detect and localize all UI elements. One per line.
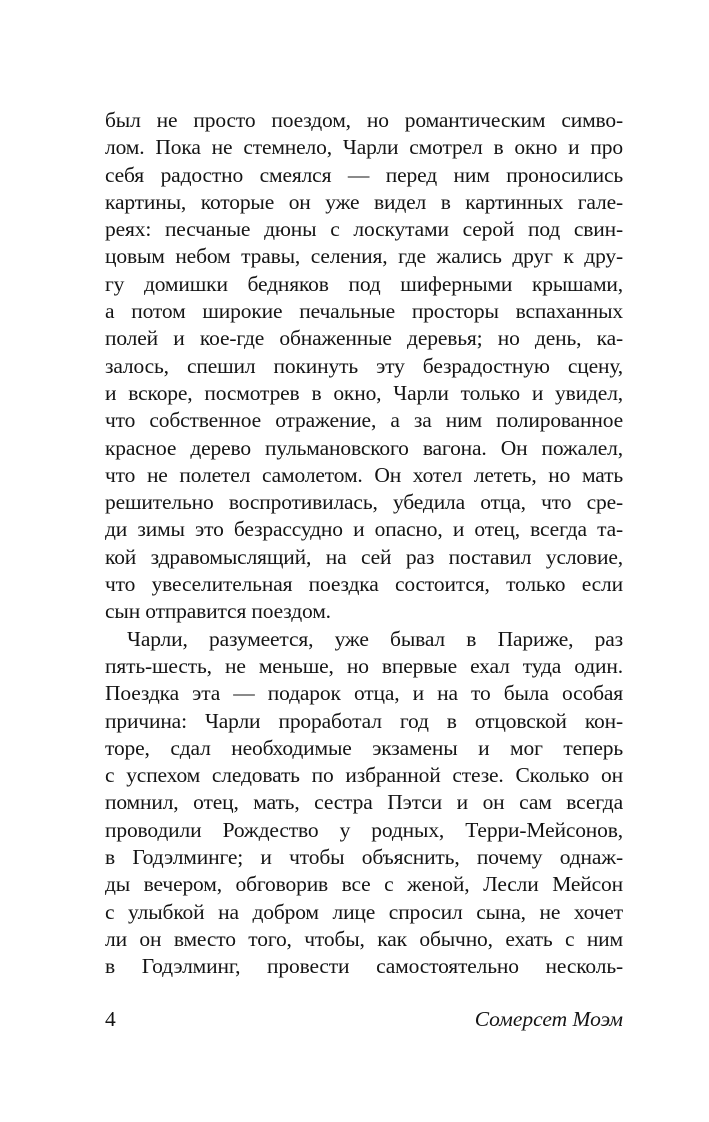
text-line: проводили Рождество у родных, Терри-Мейсонов, bbox=[105, 817, 623, 842]
text-line: а потом широкие печальные просторы вспаханных bbox=[105, 299, 623, 324]
text-line: решительно воспротивилась, убедила отца, что сре- bbox=[105, 490, 623, 515]
text-line: себя радостно смеялся — перед ним проносились bbox=[105, 162, 623, 187]
text-line: Поездка эта — подарок отца, и на то была особая bbox=[105, 681, 623, 706]
text-line: сын отправится поездом. bbox=[105, 599, 331, 624]
page-footer bbox=[105, 1004, 623, 1034]
body-text bbox=[105, 107, 623, 981]
text-line: торе, сдал необходимые экзамены и мог теперь bbox=[105, 735, 623, 760]
text-line: полей и кое-где обнаженные деревья; но день, ка- bbox=[105, 326, 623, 351]
text-line: пять-шесть, не меньше, но впервые ехал туда один. bbox=[105, 653, 623, 678]
text-line: ли он вместо того, чтобы, как обычно, ехать с ним bbox=[105, 926, 623, 951]
text-line: красное дерево пульмановского вагона. Он пожалел, bbox=[105, 435, 623, 460]
text-line: в Годэлминг, провести самостоятельно несколь- bbox=[105, 954, 623, 979]
paragraph-1 bbox=[105, 107, 623, 626]
running-head-author: Сомерсет Моэм bbox=[474, 1007, 623, 1031]
text-line: ди зимы это безрассудно и опасно, и отец, всегда та- bbox=[105, 517, 623, 542]
text-line: с успехом следовать по избранной стезе. Сколько он bbox=[105, 763, 623, 788]
text-line: Чарли, разумеется, уже бывал в Париже, раз bbox=[127, 626, 623, 651]
text-line: гу домишки бедняков под шиферными крышами, bbox=[105, 271, 623, 296]
text-line: картины, которые он уже видел в картинных гале- bbox=[105, 189, 623, 214]
text-line: ды вечером, обговорив все с женой, Лесли Мейсон bbox=[105, 872, 623, 897]
text-line: в Годэлминге; и чтобы объяснить, почему однаж- bbox=[105, 845, 623, 870]
text-line: помнил, отец, мать, сестра Пэтси и он сам всегда bbox=[105, 790, 623, 815]
text-line: цовым небом травы, селения, где жались друг к дру- bbox=[105, 244, 623, 269]
text-line: залось, спешил покинуть эту безрадостную сцену, bbox=[105, 353, 623, 378]
text-line: был не просто поездом, но романтическим симво- bbox=[105, 108, 623, 132]
text-line: реях: песчаные дюны с лоскутами серой под свин- bbox=[105, 217, 623, 242]
paragraph-2 bbox=[105, 626, 623, 981]
text-line: с улыбкой на добром лице спросил сына, не хочет bbox=[105, 899, 623, 924]
text-line: что не полетел самолетом. Он хотел лететь, но мать bbox=[105, 462, 623, 487]
text-line: что собственное отражение, а за ним полированное bbox=[105, 408, 623, 433]
text-line: и вскоре, посмотрев в окно, Чарли только и увидел, bbox=[105, 380, 623, 405]
text-line: лом. Пока не стемнело, Чарли смотрел в окно и про bbox=[105, 135, 623, 160]
text-line: причина: Чарли проработал год в отцовской кон- bbox=[105, 708, 623, 733]
text-line: кой здравомыслящий, на сей раз поставил условие, bbox=[105, 544, 623, 569]
text-line: что увеселительная поездка состоится, только если bbox=[105, 572, 623, 597]
page-number: 4 bbox=[105, 1007, 116, 1031]
